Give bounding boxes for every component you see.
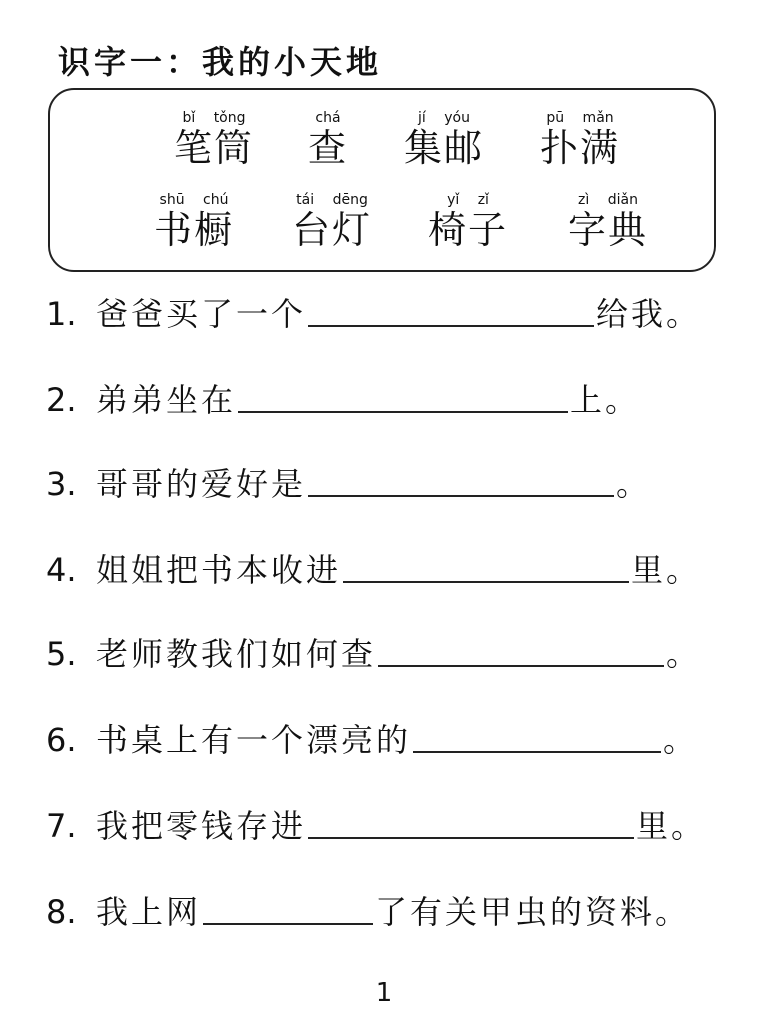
question-text-before: 书桌上有一个漂亮的: [96, 721, 412, 759]
question-text-after: 。: [616, 465, 652, 503]
vocab-item: [404, 192, 532, 252]
question-text-before: 爸爸买了一个: [96, 295, 307, 333]
answer-blank[interactable]: [308, 809, 634, 839]
question-number: 6.: [46, 721, 77, 759]
vocab-item: [544, 192, 672, 252]
vocab-pinyin: zì diǎn: [578, 192, 638, 208]
question-text-after: 给我。: [596, 295, 702, 333]
question-text-after: 里。: [636, 807, 707, 845]
vocabulary-box: [48, 88, 716, 272]
vocab-pinyin: jí yóu: [418, 110, 470, 126]
question-number: 4.: [46, 551, 77, 589]
question-1: [46, 294, 701, 334]
answer-blank[interactable]: [378, 637, 664, 667]
vocab-pinyin: tái dēng: [296, 192, 368, 208]
question-number: 8.: [46, 893, 77, 931]
question-3: [46, 464, 651, 504]
question-text-before: 姐姐把书本收进: [96, 551, 342, 589]
question-number: 2.: [46, 381, 77, 419]
question-4: [46, 550, 701, 590]
question-text-after: 上。: [570, 381, 641, 419]
question-5: [46, 634, 701, 674]
question-7: [46, 806, 706, 846]
question-6: [46, 720, 698, 760]
question-number: 5.: [46, 635, 77, 673]
vocab-item: [268, 192, 396, 252]
vocab-item: [380, 110, 508, 170]
question-number: 3.: [46, 465, 77, 503]
page-title: 识字一：我的小天地: [58, 43, 383, 81]
vocab-pinyin: shū chú: [159, 192, 229, 208]
question-text-before: 老师教我们如何查: [96, 635, 377, 673]
answer-blank[interactable]: [413, 723, 661, 753]
question-text-after: 。: [666, 635, 702, 673]
question-text-before: 哥哥的爱好是: [96, 465, 307, 503]
question-text-after: 了有关甲虫的资料。: [375, 893, 691, 931]
answer-blank[interactable]: [308, 467, 614, 497]
vocab-pinyin: chá: [315, 110, 341, 126]
question-number: 7.: [46, 807, 77, 845]
vocab-characters: 书橱: [153, 208, 234, 252]
answer-blank[interactable]: [203, 895, 373, 925]
vocab-characters: 扑满: [539, 126, 620, 170]
answer-blank[interactable]: [343, 553, 629, 583]
vocab-item: [130, 192, 258, 252]
question-text-before: 弟弟坐在: [96, 381, 237, 419]
vocab-characters: 椅子: [427, 208, 508, 252]
vocab-characters: 查: [307, 126, 348, 170]
question-text-after: 里。: [631, 551, 702, 589]
question-8: [46, 892, 690, 932]
vocab-characters: 笔筒: [173, 126, 254, 170]
vocab-item: [150, 110, 278, 170]
answer-blank[interactable]: [308, 297, 594, 327]
vocab-characters: 台灯: [291, 208, 372, 252]
vocab-item: [284, 110, 372, 170]
question-text-before: 我把零钱存进: [96, 807, 307, 845]
vocab-characters: 字典: [567, 208, 648, 252]
vocab-pinyin: yǐ zǐ: [447, 192, 489, 208]
answer-blank[interactable]: [238, 383, 568, 413]
vocab-pinyin: bǐ tǒng: [182, 110, 246, 126]
question-text-after: 。: [663, 721, 699, 759]
question-text-before: 我上网: [96, 893, 202, 931]
vocab-characters: 集邮: [403, 126, 484, 170]
question-2: [46, 380, 640, 420]
page-number: 1: [375, 978, 393, 1008]
question-number: 1.: [46, 295, 77, 333]
vocab-item: [516, 110, 644, 170]
vocab-pinyin: pū mǎn: [546, 110, 614, 126]
